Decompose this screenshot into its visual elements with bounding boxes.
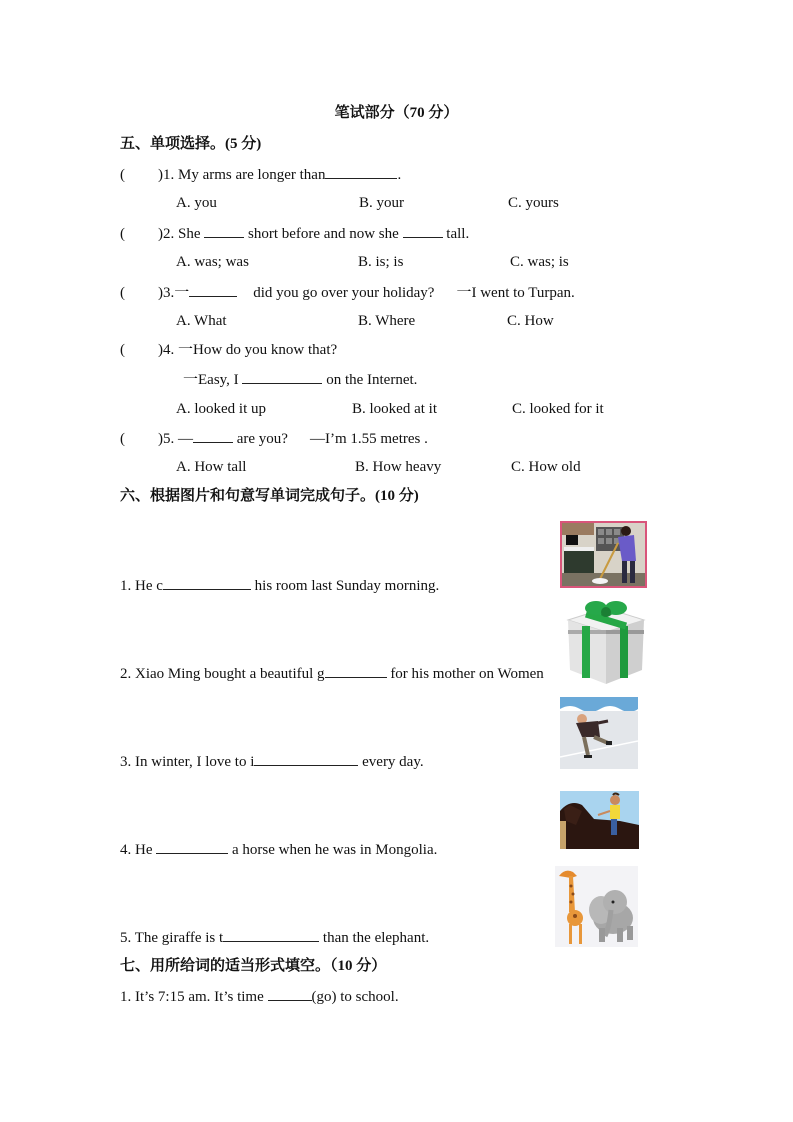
question-text: did you go over your holiday? xyxy=(253,285,435,301)
item-text: his room last Sunday morning. xyxy=(254,578,440,594)
option-b: B. your xyxy=(359,195,404,211)
page-title: 笔试部分（70 分） xyxy=(334,105,459,121)
question-text: )4. 一How do you know that? xyxy=(158,342,338,358)
option-a: A. you xyxy=(176,195,217,211)
giraffe-and-elephant-image xyxy=(555,866,638,947)
question-5 xyxy=(120,429,428,448)
option-a: A. was; was xyxy=(176,254,249,270)
fill-item-5 xyxy=(120,928,429,947)
fill-form-item-1 xyxy=(120,987,399,1006)
answer-blank[interactable] xyxy=(193,429,233,443)
answer-blank[interactable] xyxy=(403,224,443,238)
fill-item-2 xyxy=(120,664,570,683)
option-c: C. looked for it xyxy=(512,401,604,417)
answer-paren[interactable]: ( xyxy=(120,167,125,183)
answer-paren[interactable]: ( xyxy=(120,342,125,358)
reply-text: on the Internet. xyxy=(326,372,418,388)
item-text: 1. It’s 7:15 am. It’s time xyxy=(120,989,264,1005)
answer-blank[interactable] xyxy=(242,370,322,384)
answer-blank[interactable] xyxy=(156,840,228,854)
option-c: C. yours xyxy=(508,195,559,211)
answer-blank[interactable] xyxy=(204,224,244,238)
answer-blank[interactable] xyxy=(325,165,397,179)
answer-blank[interactable] xyxy=(189,283,237,297)
fill-item-4 xyxy=(120,840,437,859)
item-text: (go) to school. xyxy=(311,989,399,1005)
boy-sweeping-floor-image xyxy=(560,521,647,588)
answer-paren[interactable]: ( xyxy=(120,226,125,242)
question-text: )2. She xyxy=(158,226,201,242)
question-2 xyxy=(120,224,469,243)
item-text: than the elephant. xyxy=(322,930,430,946)
item-text: for his mother on Women xyxy=(390,666,544,682)
question-text: are you? xyxy=(236,431,288,447)
boy-ice-skating-image xyxy=(560,697,638,769)
question-text: )5. — xyxy=(158,431,193,447)
option-a: A. looked it up xyxy=(176,401,266,417)
answer-paren[interactable]: ( xyxy=(120,431,125,447)
section-6-heading: 六、根据图片和句意写单词完成句子。(10 分) xyxy=(120,488,419,504)
answer-blank[interactable] xyxy=(268,987,312,1001)
question-text: )1. My arms are longer than xyxy=(158,167,326,183)
option-c: C. was; is xyxy=(510,254,569,270)
item-text: 3. In winter, I love to i xyxy=(120,754,255,770)
question-reply: 一I went to Turpan. xyxy=(456,285,575,301)
option-b: B. looked at it xyxy=(352,401,437,417)
fill-item-3 xyxy=(120,752,424,771)
question-reply: —I’m 1.55 metres . xyxy=(309,431,428,447)
item-text: 5. The giraffe is t xyxy=(120,930,224,946)
item-text: 2. Xiao Ming bought a beautiful g xyxy=(120,666,325,682)
option-b: B. How heavy xyxy=(355,459,442,475)
question-text: )3.一 xyxy=(158,285,190,301)
question-4 xyxy=(120,341,337,359)
item-text: 1. He c xyxy=(120,578,163,594)
answer-paren[interactable]: ( xyxy=(120,285,125,301)
reply-text: 一Easy, I xyxy=(183,372,239,388)
option-a: A. How tall xyxy=(176,459,247,475)
option-c: C. How old xyxy=(511,459,581,475)
answer-blank[interactable] xyxy=(325,664,387,678)
answer-blank[interactable] xyxy=(254,752,358,766)
section-5-heading: 五、单项选择。(5 分) xyxy=(120,136,262,152)
item-text: a horse when he was in Mongolia. xyxy=(232,842,438,858)
question-4-reply xyxy=(183,370,417,389)
answer-blank[interactable] xyxy=(163,576,251,590)
gift-box-image xyxy=(564,598,648,684)
option-b: B. is; is xyxy=(358,254,404,270)
question-text: tall. xyxy=(446,226,470,242)
fill-item-1 xyxy=(120,576,439,595)
section-7-heading: 七、用所给词的适当形式填空。（10 分） xyxy=(120,958,387,974)
answer-blank[interactable] xyxy=(223,928,319,942)
item-text: 4. He xyxy=(120,842,153,858)
question-text-end: . xyxy=(397,167,402,183)
option-b: B. Where xyxy=(358,313,416,329)
option-a: A. What xyxy=(176,313,227,329)
question-text: short before and now she xyxy=(248,226,399,242)
question-1 xyxy=(120,165,401,184)
boy-riding-horse-image xyxy=(560,791,639,849)
question-3 xyxy=(120,283,575,302)
item-text: every day. xyxy=(362,754,424,770)
option-c: C. How xyxy=(507,313,554,329)
